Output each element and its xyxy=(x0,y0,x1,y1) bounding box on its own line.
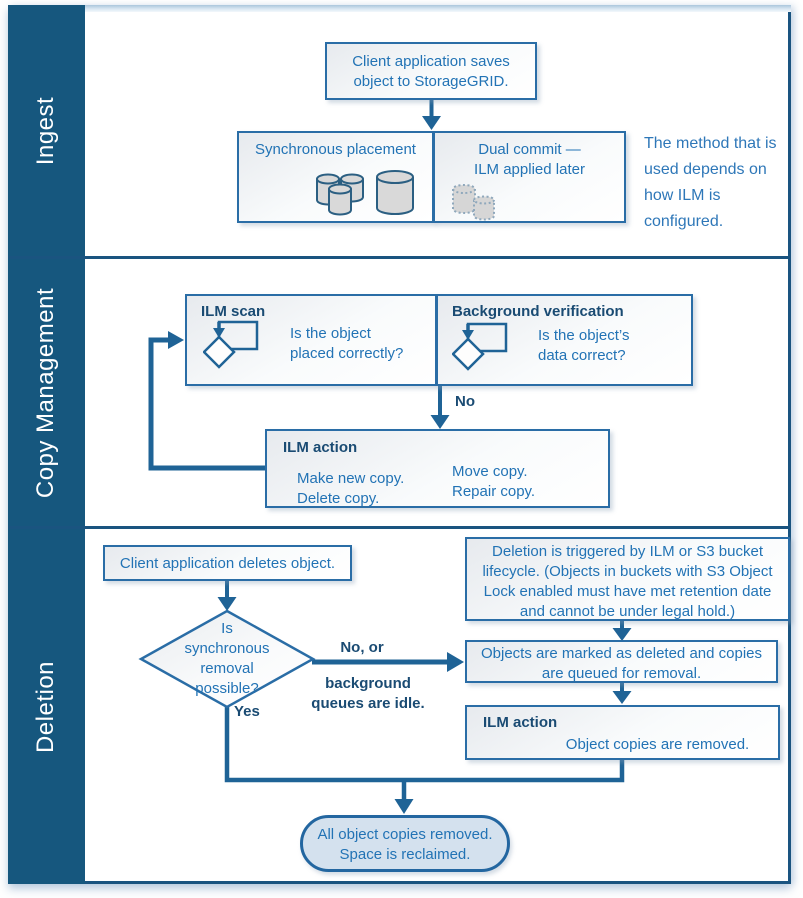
dual-commit-title-line1: Dual commit — xyxy=(478,141,581,158)
synchronous-placement-title: Synchronous placement xyxy=(255,141,416,158)
queues-line2: queues are idle. xyxy=(311,695,425,712)
note-line1: The method that is xyxy=(644,135,777,152)
ilm-action-deletion-title: ILM action xyxy=(483,714,558,731)
marked-line1: Objects are marked as deleted and copies xyxy=(481,645,762,662)
storage-cylinders-icon xyxy=(300,166,430,220)
sidebar-section-deletion xyxy=(8,529,85,884)
sidebar-section-copy-management xyxy=(8,259,85,526)
ilm-action-box-copy xyxy=(265,429,610,508)
queues-line1: background xyxy=(325,675,411,692)
ilm-action-make-copy: Make new copy. xyxy=(297,470,405,487)
dual-commit-title-line2: ILM applied later xyxy=(474,161,585,178)
decision-line4: possible? xyxy=(195,680,259,697)
result-line1: All object copies removed. xyxy=(317,826,493,843)
decision-line1: Is xyxy=(221,620,233,637)
frame-top-strip xyxy=(8,5,791,12)
background-verification-title: Background verification xyxy=(452,303,624,320)
yes-branch-label: Yes xyxy=(234,703,260,720)
background-queues-label xyxy=(293,674,443,714)
ilm-action-repair-copy: Repair copy. xyxy=(452,483,536,500)
ilm-scan-question-line1: Is the object xyxy=(290,325,371,342)
ilm-action-deletion-body: Object copies are removed. xyxy=(565,736,750,753)
ilm-scan-question xyxy=(290,324,403,364)
no-or-label: No, or xyxy=(340,639,384,656)
scan-loop-icon xyxy=(203,316,263,372)
section-divider-ingest-copy xyxy=(8,256,791,259)
marked-deleted-box xyxy=(465,640,778,683)
ilm-action-right-column xyxy=(452,462,535,502)
client-deletes-box xyxy=(103,545,352,581)
bg-verif-question-line1: Is the object’s xyxy=(538,327,630,344)
note-line3: how ILM is xyxy=(644,187,721,204)
scan-loop-icon xyxy=(452,318,512,374)
trigger-line4: and cannot be under legal hold.) xyxy=(519,603,736,620)
result-terminator xyxy=(300,815,510,872)
ilm-action-move-copy: Move copy. xyxy=(452,463,528,480)
decision-line3: removal xyxy=(200,660,254,677)
bg-verif-question-line2: data correct? xyxy=(538,347,626,364)
sidebar-label-copy-management: Copy Management xyxy=(32,287,60,498)
no-branch-label: No xyxy=(455,393,475,410)
note-line2: used depends on xyxy=(644,161,767,178)
ilm-scan-question-line2: placed correctly? xyxy=(290,345,404,362)
client-saves-box xyxy=(325,42,537,100)
decision-text xyxy=(160,619,294,699)
client-deletes-label: Client application deletes object. xyxy=(119,555,336,572)
background-verification-question xyxy=(538,326,629,366)
ilm-action-copy-title: ILM action xyxy=(283,439,358,456)
decision-line2: synchronous xyxy=(184,640,270,657)
ilm-action-delete-copy: Delete copy. xyxy=(297,490,380,507)
trigger-line3: Lock enabled must have met retention date xyxy=(483,583,772,600)
deletion-trigger-box xyxy=(465,537,790,621)
marked-line2: are queued for removal. xyxy=(541,665,702,682)
ilm-action-left-column xyxy=(297,469,404,509)
sidebar-label-ingest: Ingest xyxy=(32,96,60,165)
client-saves-line2: object to StorageGRID. xyxy=(353,73,509,90)
sidebar-label-deletion: Deletion xyxy=(32,660,60,753)
ilm-scan-title: ILM scan xyxy=(201,303,266,320)
dotted-cylinders-icon xyxy=(446,181,506,225)
client-saves-line1: Client application saves xyxy=(352,53,510,70)
trigger-line2: lifecycle. (Objects in buckets with S3 Object xyxy=(482,563,773,580)
ingest-method-note xyxy=(644,131,794,235)
section-divider-copy-deletion xyxy=(8,526,791,529)
result-line2: Space is reclaimed. xyxy=(339,846,471,863)
trigger-line1: Deletion is triggered by ILM or S3 bucket xyxy=(492,543,763,560)
sidebar-section-ingest xyxy=(8,5,85,256)
note-line4: configured. xyxy=(644,213,724,230)
ilm-action-box-deletion xyxy=(465,705,780,760)
